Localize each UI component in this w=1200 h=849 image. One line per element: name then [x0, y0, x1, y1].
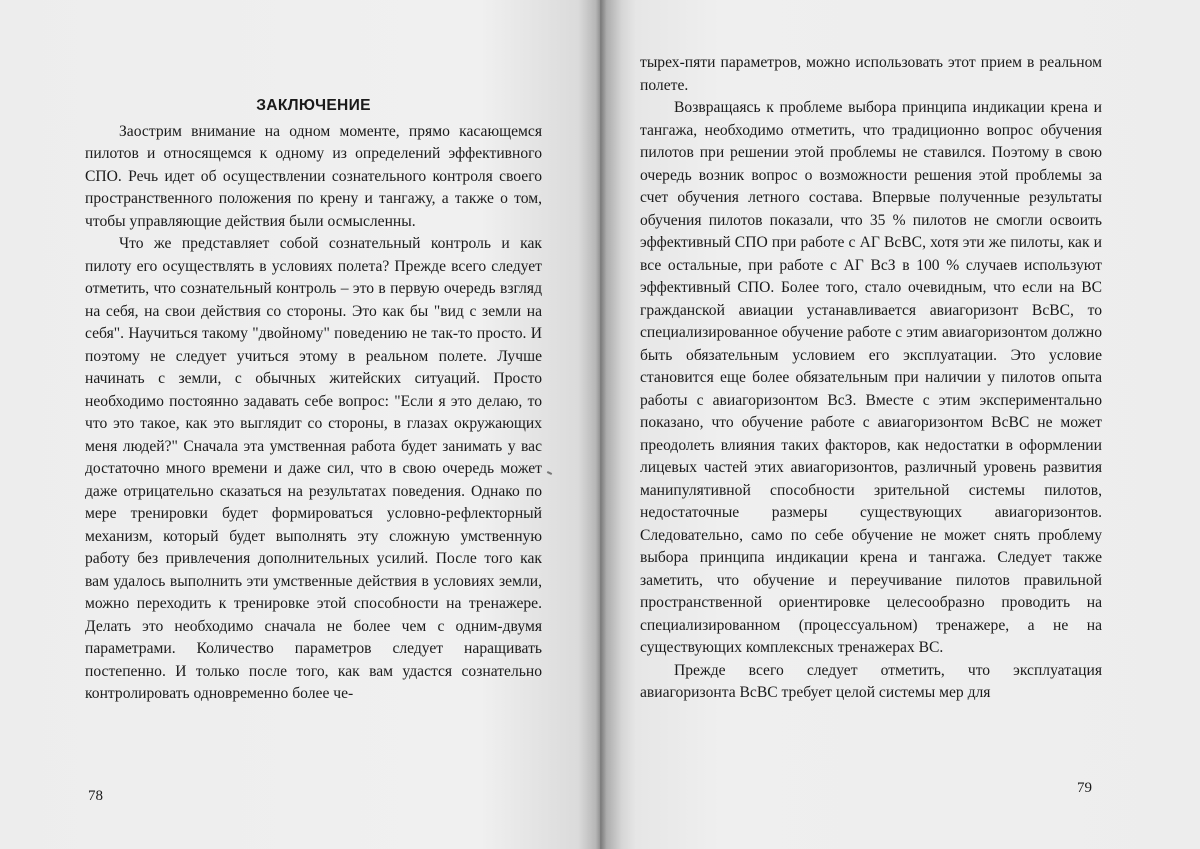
right-page-text — [640, 52, 1102, 705]
chapter-heading: ЗАКЛЮЧЕНИЕ — [256, 97, 371, 114]
right-page — [600, 0, 1200, 849]
page-speck — [547, 471, 552, 475]
left-paragraph-2: Что же представляет собой сознательный контроль и как пилоту его осуществлять в условиях полета? Прежде всего следует отметить, что сознательный контроль – это в первую очередь взгляд на себя, на свои действия со стороны. Это как бы "вид с земли на себя". Научиться такому "двойному" поведению не так-то просто. И поэтому не следует учиться этому в реальном полете. Лучше начинать с земли, с обычных житейских ситуаций. Просто необходимо постоянно задавать себе вопрос: "Если я это делаю, то что это такое, как это выглядит со стороны, в глазах окружающих меня людей?" Сначала эта умственная работа будет занимать у вас достаточно много времени и даже сил, что в свою очередь может даже отрицательно сказаться на результатах поведения. Однако по мере тренировки будет формироваться условно-рефлекторный механизм, который будет выполнять эту сложную умственную работу без привлечения дополнительных усилий. После того как вам удалось выполнить эти умственные действия в условиях земли, можно переходить к тренировке этой способности на тренажере. Делать это необходимо сначала не более чем с одним-двумя параметрами. Количество параметров следует наращивать постепенно. И только после того, как вам удастся сознательно контролировать одновременно более че- — [85, 235, 542, 702]
page-number-left: 78 — [88, 788, 103, 804]
page-number-right: 79 — [1077, 780, 1092, 796]
right-paragraph-2: Возвращаясь к проблеме выбора принципа индикации крена и тангажа, необходимо отметить, что традиционно вопрос обучения пилотов при решении этой проблемы не ставился. Поэтому в свою очередь возник вопрос о возможности решения этой проблемы за счет обучения летного состава. Впервые полученные результаты обучения пилотов показали, что 35 % пилотов не смогли освоить эффективный СПО при работе с АГ ВсВС, хотя эти же пилоты, как и все остальные, при работе с АГ ВсЗ в 100 % случаев используют эффективный СПО. Более того, стало очевидным, что если на ВС гражданской авиации устанавливается авиагоризонт ВсВС, то специализированное обучение работе с этим авиагоризонтом должно быть обязательным условием его эксплуатации. Это условие становится еще более обязательным при наличии у пилотов опыта работы с авиагоризонтом ВсЗ. Вместе с этим экспериментально показано, что обучение работе с авиагоризонтом ВсВС не может преодолеть влияния таких факторов, как недостатки в оформлении лицевых частей этих авиагоризонтов, различный уровень развития манипулятивной способности зрительной системы пилотов, недостаточные размеры существующих авиагоризонтов. Следовательно, само по себе обучение не может снять проблему выбора принципа индикации крена и тангажа. Следует также заметить, что обучение и переучивание пилотов правильной пространственной ориентировке целесообразно проводить на специализированном (процессуальном) тренажере, а не на существующих комплексных тренажерах ВС. — [640, 99, 1102, 656]
right-paragraph-3: Прежде всего следует отметить, что эксплуатация авиагоризонта ВсВС требует целой системы мер для — [640, 661, 1102, 701]
right-paragraph-1: тырех-пяти параметров, можно использовать этот прием в реальном полете. — [640, 54, 1102, 94]
left-paragraph-1: Заострим внимание на одном моменте, прямо касающемся пилотов и относящемся к одному из определений эффективного СПО. Речь идет об осуществлении сознательного контроля своего пространственного положения по крену и тангажу, а также о том, чтобы управляющие действия были осмысленны. — [85, 122, 542, 230]
left-page-text — [85, 95, 542, 706]
